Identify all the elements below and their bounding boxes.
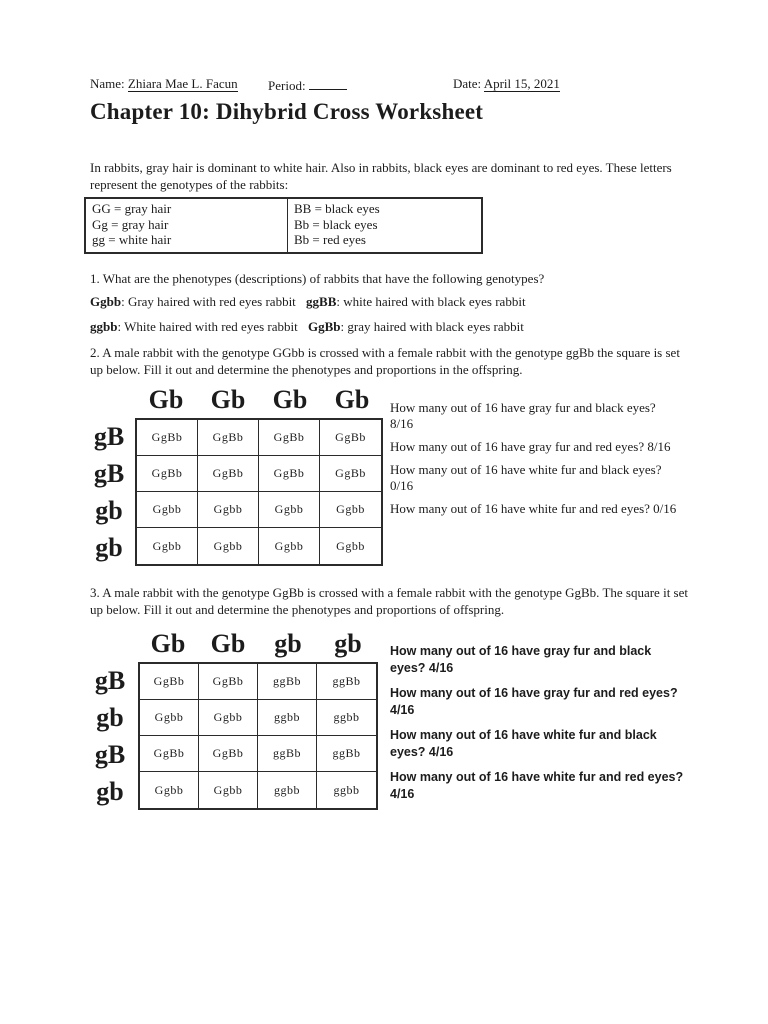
- punnett-cell: Ggbb: [140, 772, 199, 808]
- punnett-cell: GgBb: [140, 736, 199, 772]
- count-question: How many out of 16 have gray fur and red eyes? 8/16: [390, 439, 671, 454]
- date-value: April 15, 2021: [483, 76, 560, 91]
- count-question: How many out of 16 have white fur and black eyes? 0/16: [390, 462, 662, 493]
- punnett-cell: ggBb: [258, 736, 317, 772]
- punnett-cell: GgBb: [199, 664, 258, 700]
- count-question: How many out of 16 have gray fur and red eyes? 4/16: [390, 686, 678, 717]
- question1-answer-row: [90, 294, 710, 310]
- punnett-cell: Ggbb: [199, 700, 258, 736]
- gamete-row-header: gB: [94, 739, 126, 769]
- punnett-cell: ggBb: [258, 664, 317, 700]
- period-blank-line: [309, 76, 347, 90]
- gamete-row-header: gB: [93, 421, 125, 451]
- key-hair-row: Gg = gray hair: [92, 216, 169, 232]
- punnett-cell: Ggbb: [198, 528, 259, 564]
- question1-prompt: 1. What are the phenotypes (descriptions) of rabbits that have the following genotypes?: [90, 271, 545, 286]
- count-question: How many out of 16 have gray fur and black eyes? 4/16: [390, 644, 652, 675]
- phenotype-text: : white haired with black eyes rabbit: [336, 294, 526, 309]
- header-line: [90, 76, 680, 96]
- punnett-cell: GgBb: [259, 420, 320, 456]
- genotype-key-eyes-column: [288, 199, 481, 252]
- question2-prompt: 2. A male rabbit with the genotype GGbb is crossed with a female rabbit with the genotype ggBb the square is set up below. Fill it out and determine the phenotypes and proportions in the offspring.: [90, 345, 680, 377]
- punnett-cell: ggbb: [333, 782, 360, 797]
- gamete-row-header: gb: [96, 776, 124, 806]
- gamete-column-header: Gb: [148, 385, 184, 414]
- punnett-cell: GgBb: [198, 456, 259, 492]
- punnett-cell: Ggbb: [259, 492, 320, 528]
- punnett-cell: GgBb: [140, 664, 199, 700]
- punnett-cell: ggBb: [317, 664, 376, 700]
- count-question: How many out of 16 have white fur and black eyes? 4/16: [390, 728, 657, 759]
- intro-paragraph: In rabbits, gray hair is dominant to white hair. Also in rabbits, black eyes are dominant to red eyes. These letters represent the genotypes of the rabbits:: [90, 160, 672, 192]
- genotype-label: ggbb: [90, 319, 118, 334]
- gamete-column-header: Gb: [272, 385, 308, 414]
- key-eyes-row: Bb = red eyes: [294, 232, 366, 247]
- punnett-cell: Ggbb: [320, 492, 381, 528]
- punnett-cell: Ggbb: [199, 772, 258, 808]
- phenotype-text: : Gray haired with red eyes rabbit: [121, 294, 296, 309]
- punnett-cell: Ggbb: [140, 700, 199, 736]
- punnett1-row-headers: [86, 418, 132, 566]
- key-eyes-row: Bb = black eyes: [294, 216, 378, 232]
- punnett2-row-headers: [86, 662, 134, 810]
- punnett-cell: GgBb: [320, 420, 381, 456]
- key-eyes-row: BB = black eyes: [294, 201, 380, 216]
- gamete-row-header: gB: [93, 458, 125, 488]
- question1-answer-row: [90, 319, 710, 335]
- punnett-cell: GgBb: [137, 420, 198, 456]
- genotype-key-hair-column: [86, 199, 288, 252]
- key-hair-row: GG = gray hair: [92, 201, 172, 216]
- gamete-column-header: Gb: [210, 629, 246, 658]
- period-label: Period:: [268, 78, 306, 93]
- gamete-column-header: Gb: [210, 385, 246, 414]
- punnett-cell: ggBb: [317, 736, 376, 772]
- gamete-column-header: gb: [334, 629, 362, 658]
- punnett-cell: Ggbb: [137, 492, 198, 528]
- punnett-cell: GgBb: [320, 456, 381, 492]
- count-question: How many out of 16 have white fur and red eyes? 0/16: [390, 501, 677, 516]
- punnett-cell: ggbb: [258, 700, 317, 736]
- punnett-cell: GgBb: [199, 736, 258, 772]
- gamete-row-header: gb: [95, 495, 123, 525]
- gamete-row-header: gb: [95, 532, 123, 562]
- phenotype-text: : White haired with red eyes rabbit: [117, 319, 298, 334]
- question2-answers: [390, 400, 682, 524]
- genotype-label: GgBb: [307, 319, 341, 334]
- count-question: How many out of 16 have white fur and red eyes? 4/16: [390, 770, 684, 801]
- key-hair-row: gg = white hair: [92, 232, 172, 247]
- gamete-column-header: Gb: [334, 385, 370, 414]
- page-title: Chapter 10: Dihybrid Cross Worksheet: [90, 99, 484, 124]
- gamete-row-header: gB: [94, 665, 126, 695]
- date-label: Date:: [453, 76, 482, 91]
- count-question: How many out of 16 have gray fur and black eyes? 8/16: [390, 400, 656, 431]
- punnett-cell: ggbb: [258, 772, 317, 808]
- gamete-column-header: Gb: [150, 629, 186, 658]
- punnett1-grid: [135, 418, 383, 566]
- genotype-key-table: [84, 197, 483, 254]
- punnett1-column-headers: [135, 385, 383, 415]
- punnett-cell: ggbb: [317, 700, 376, 736]
- punnett-cell: GgBb: [198, 420, 259, 456]
- name-label: Name:: [90, 76, 125, 91]
- punnett-cell: Ggbb: [198, 492, 259, 528]
- punnett-cell: GgBb: [137, 456, 198, 492]
- phenotype-text: : gray haired with black eyes rabbit: [340, 319, 524, 334]
- gamete-row-header: gb: [96, 702, 124, 732]
- punnett-cell: Ggbb: [259, 528, 320, 564]
- genotype-label: Ggbb: [90, 294, 122, 309]
- punnett-cell: Ggbb: [336, 538, 365, 553]
- name-value: Zhiara Mae L. Facun: [127, 76, 238, 91]
- genotype-label: ggBB: [306, 294, 337, 309]
- punnett2-grid: [138, 662, 378, 810]
- punnett2-column-headers: [138, 629, 378, 659]
- gamete-column-header: gb: [274, 629, 302, 658]
- punnett-cell: Ggbb: [137, 528, 198, 564]
- question3-answers: [390, 643, 690, 811]
- question3-prompt: 3. A male rabbit with the genotype GgBb is crossed with a female rabbit with the genotype GgBb. The square it set up below. Fill it out and determine the phenotypes and proportions of offspring.: [90, 585, 688, 617]
- punnett-cell: GgBb: [259, 456, 320, 492]
